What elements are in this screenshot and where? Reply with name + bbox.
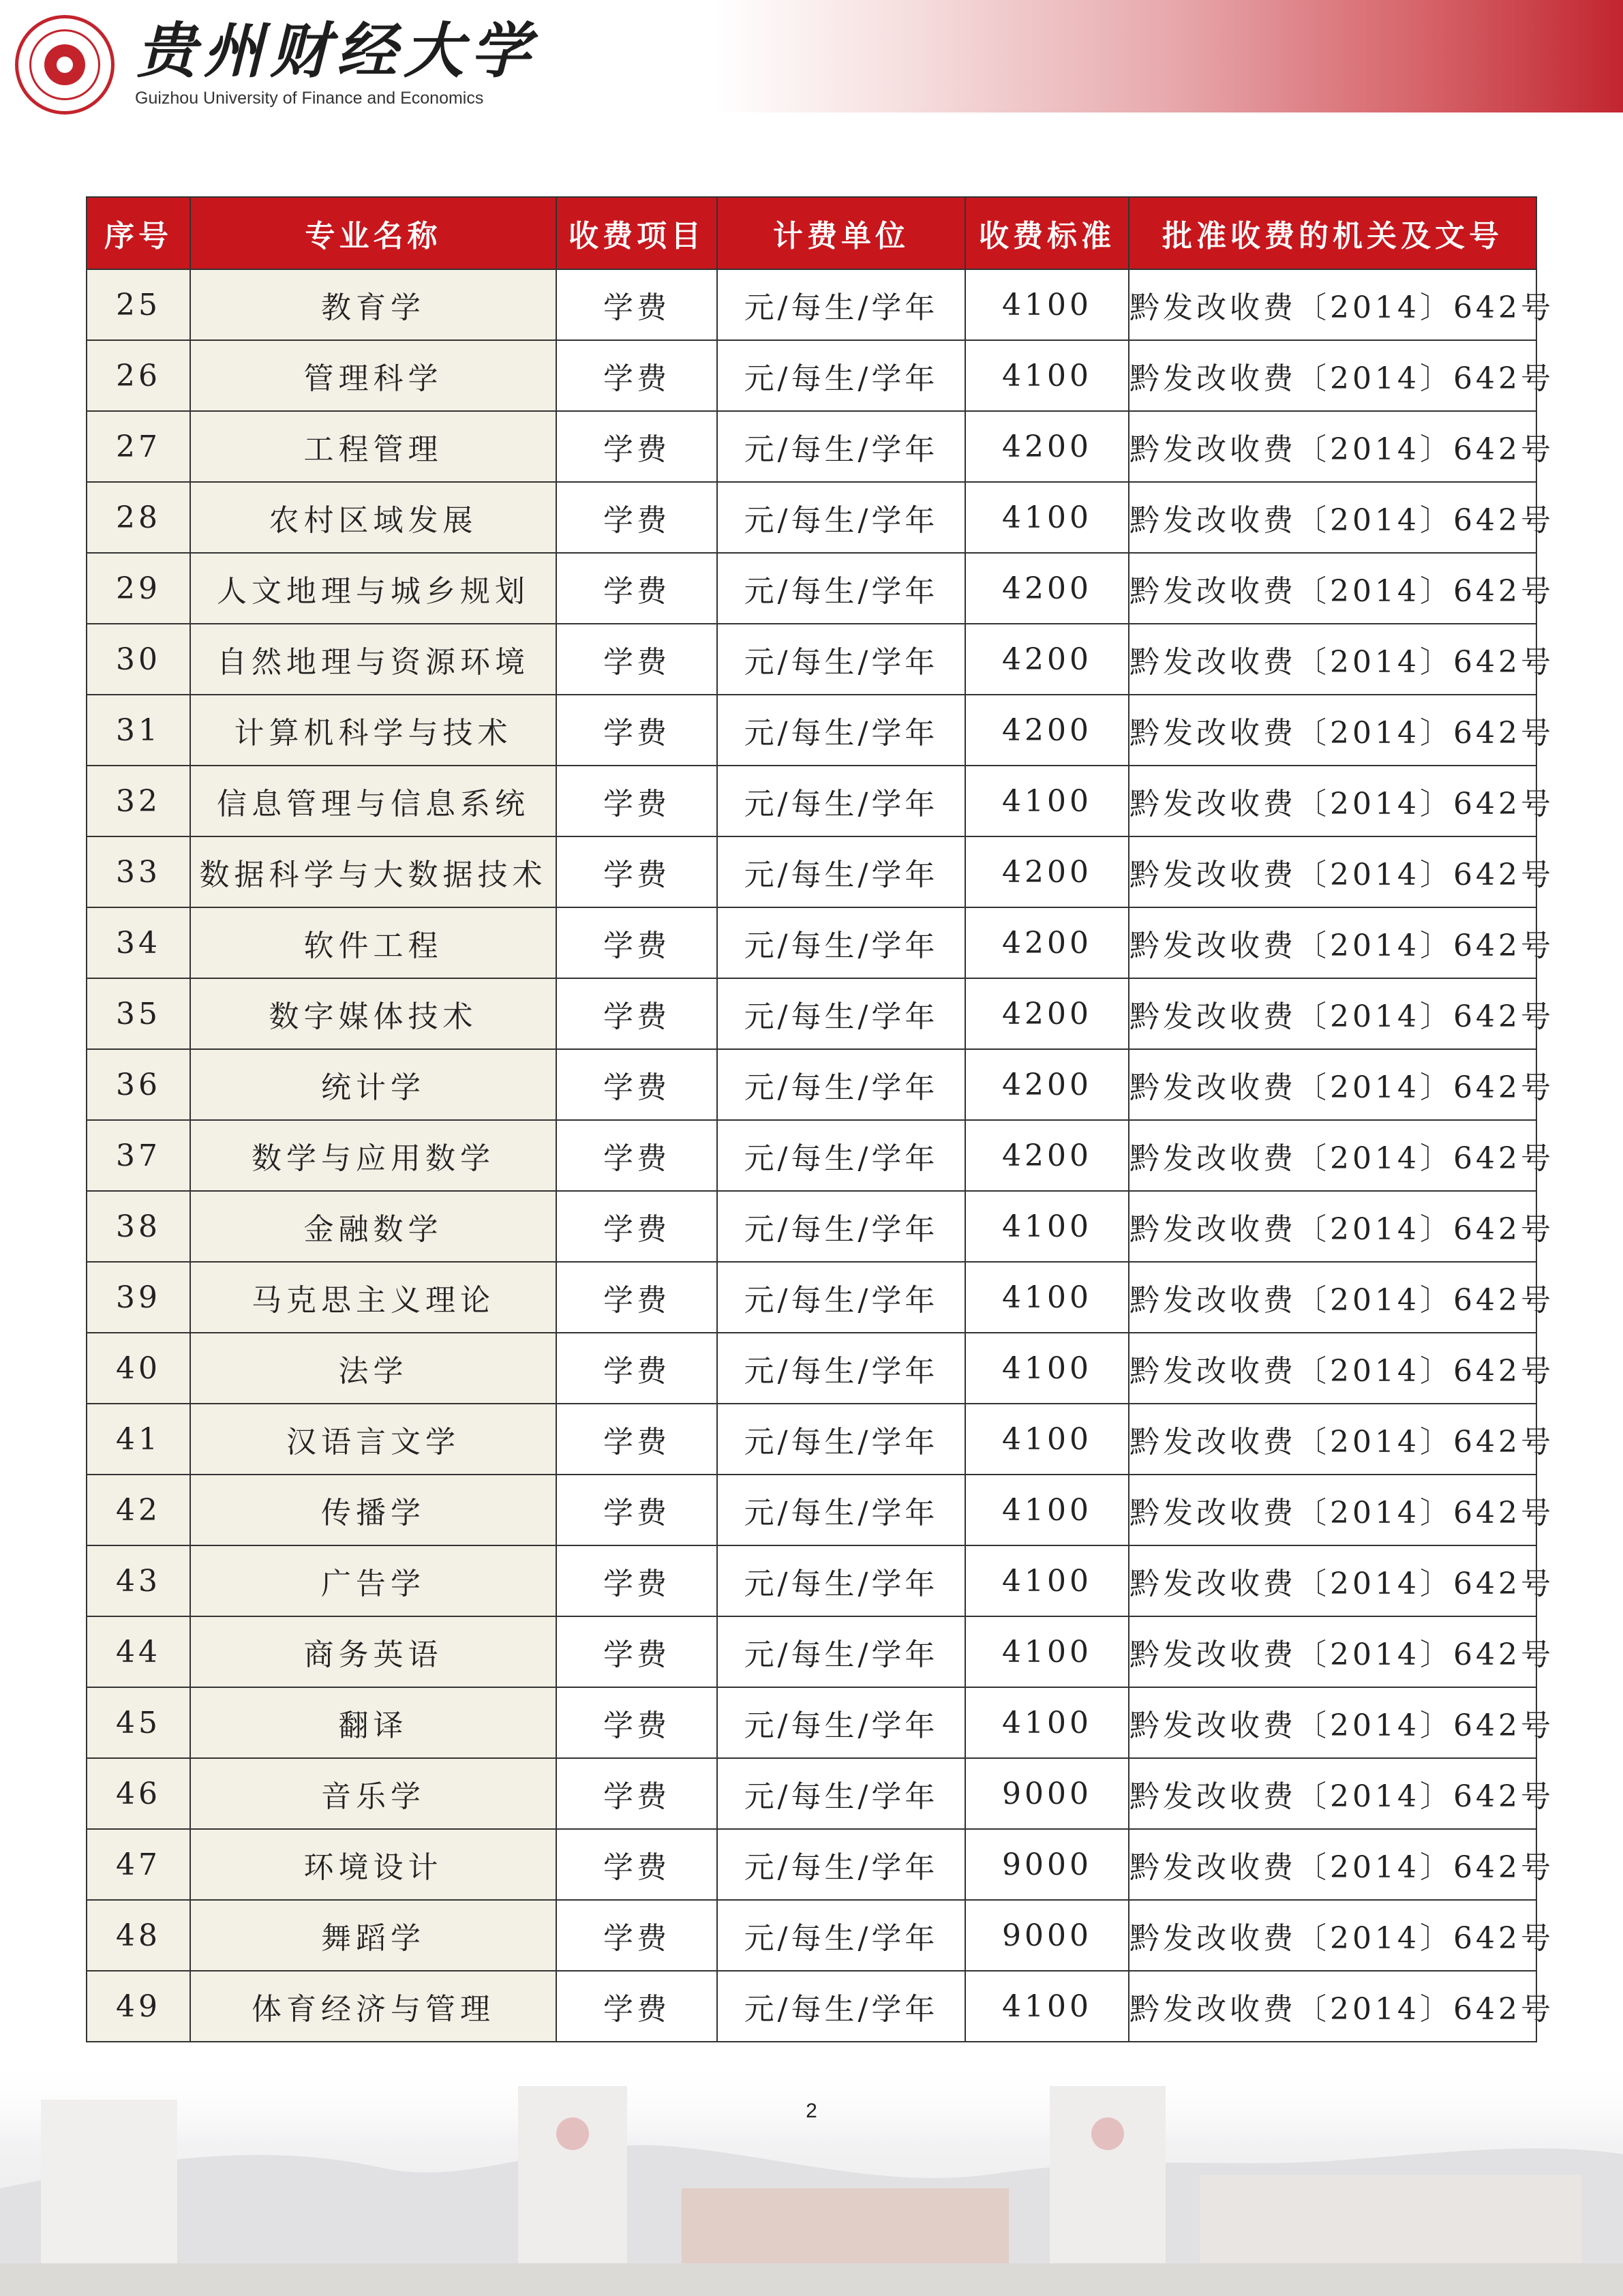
cell-no: 25 [87, 269, 190, 340]
cell-approval: 黔发改收费〔2014〕642号 [1129, 1758, 1536, 1829]
cell-item: 学费 [556, 695, 717, 766]
cell-approval: 黔发改收费〔2014〕642号 [1129, 1475, 1536, 1545]
cell-item: 学费 [556, 1971, 717, 2042]
cell-no: 27 [87, 411, 190, 482]
table-row [87, 1829, 1536, 1900]
table-row [87, 1120, 1536, 1191]
cell-unit: 元/每生/学年 [717, 1404, 965, 1475]
cell-fee: 4100 [965, 1333, 1129, 1404]
cell-no: 39 [87, 1262, 190, 1333]
cell-major: 教育学 [190, 269, 556, 340]
cell-item: 学费 [556, 1404, 717, 1475]
cell-unit: 元/每生/学年 [717, 836, 965, 907]
header-col-major: 专业名称 [190, 197, 556, 269]
cell-no: 28 [87, 482, 190, 553]
cell-no: 35 [87, 978, 190, 1049]
table-row [87, 1545, 1536, 1616]
cell-approval: 黔发改收费〔2014〕642号 [1129, 1971, 1536, 2042]
cell-item: 学费 [556, 1829, 717, 1900]
cell-major: 人文地理与城乡规划 [190, 553, 556, 624]
table-row [87, 1262, 1536, 1333]
cell-approval: 黔发改收费〔2014〕642号 [1129, 340, 1536, 411]
cell-fee: 4200 [965, 411, 1129, 482]
cell-approval: 黔发改收费〔2014〕642号 [1129, 1687, 1536, 1758]
cell-no: 44 [87, 1616, 190, 1687]
cell-fee: 4100 [965, 766, 1129, 836]
table-row [87, 978, 1536, 1049]
cell-no: 43 [87, 1545, 190, 1616]
cell-item: 学费 [556, 482, 717, 553]
table-row [87, 695, 1536, 766]
cell-item: 学费 [556, 836, 717, 907]
cell-approval: 黔发改收费〔2014〕642号 [1129, 1333, 1536, 1404]
table-row [87, 553, 1536, 624]
header-col-unit: 计费单位 [717, 197, 965, 269]
cell-fee: 9000 [965, 1758, 1129, 1829]
university-name-cn: 贵州财经大学 [136, 15, 538, 86]
cell-unit: 元/每生/学年 [717, 411, 965, 482]
cell-no: 42 [87, 1475, 190, 1545]
table-row [87, 340, 1536, 411]
cell-unit: 元/每生/学年 [717, 1475, 965, 1545]
table-row [87, 1404, 1536, 1475]
cell-major: 数字媒体技术 [190, 978, 556, 1049]
cell-no: 48 [87, 1900, 190, 1971]
cell-major: 软件工程 [190, 907, 556, 978]
cell-item: 学费 [556, 978, 717, 1049]
cell-fee: 4100 [965, 1191, 1129, 1262]
campus-background-image [0, 2059, 1623, 2296]
table-row [87, 907, 1536, 978]
cell-no: 46 [87, 1758, 190, 1829]
cell-major: 传播学 [190, 1475, 556, 1545]
cell-unit: 元/每生/学年 [717, 269, 965, 340]
cell-fee: 4200 [965, 1049, 1129, 1120]
cell-fee: 9000 [965, 1829, 1129, 1900]
cell-unit: 元/每生/学年 [717, 1191, 965, 1262]
cell-major: 马克思主义理论 [190, 1262, 556, 1333]
cell-no: 34 [87, 907, 190, 978]
table-row [87, 269, 1536, 340]
tuition-fee-table [86, 196, 1554, 2042]
cell-major: 数学与应用数学 [190, 1120, 556, 1191]
cell-unit: 元/每生/学年 [717, 907, 965, 978]
table-row [87, 1191, 1536, 1262]
table-row [87, 1616, 1536, 1687]
table-body [87, 269, 1554, 2042]
table-row [87, 482, 1536, 553]
header-col-fee: 收费标准 [965, 197, 1129, 269]
university-name-en: Guizhou University of Finance and Economics [135, 89, 484, 108]
table-row [87, 1333, 1536, 1404]
table-row [87, 1900, 1536, 1971]
cell-fee: 4200 [965, 1120, 1129, 1191]
cell-unit: 元/每生/学年 [717, 553, 965, 624]
cell-unit: 元/每生/学年 [717, 1758, 965, 1829]
cell-fee: 4100 [965, 269, 1129, 340]
page-number: 2 [806, 2100, 817, 2122]
cell-fee: 4100 [965, 1545, 1129, 1616]
table-row [87, 836, 1536, 907]
cell-approval: 黔发改收费〔2014〕642号 [1129, 1616, 1536, 1687]
cell-unit: 元/每生/学年 [717, 1687, 965, 1758]
cell-major: 统计学 [190, 1049, 556, 1120]
cell-approval: 黔发改收费〔2014〕642号 [1129, 766, 1536, 836]
cell-no: 49 [87, 1971, 190, 2042]
cell-unit: 元/每生/学年 [717, 624, 965, 695]
table-row [87, 411, 1536, 482]
header-col-no: 序号 [87, 197, 190, 269]
cell-unit: 元/每生/学年 [717, 1545, 965, 1616]
cell-unit: 元/每生/学年 [717, 1262, 965, 1333]
cell-approval: 黔发改收费〔2014〕642号 [1129, 1191, 1536, 1262]
cell-major: 数据科学与大数据技术 [190, 836, 556, 907]
cell-item: 学费 [556, 1262, 717, 1333]
cell-major: 体育经济与管理 [190, 1971, 556, 2042]
cell-item: 学费 [556, 1475, 717, 1545]
cell-major: 汉语言文学 [190, 1404, 556, 1475]
cell-item: 学费 [556, 1191, 717, 1262]
university-seal-logo [15, 15, 115, 115]
cell-approval: 黔发改收费〔2014〕642号 [1129, 1120, 1536, 1191]
cell-unit: 元/每生/学年 [717, 1120, 965, 1191]
table-row [87, 1758, 1536, 1829]
cell-unit: 元/每生/学年 [717, 340, 965, 411]
cell-no: 32 [87, 766, 190, 836]
cell-unit: 元/每生/学年 [717, 1829, 965, 1900]
cell-item: 学费 [556, 1120, 717, 1191]
cell-fee: 4200 [965, 695, 1129, 766]
table-row [87, 1049, 1536, 1120]
cell-no: 30 [87, 624, 190, 695]
cell-approval: 黔发改收费〔2014〕642号 [1129, 411, 1536, 482]
cell-unit: 元/每生/学年 [717, 978, 965, 1049]
cell-approval: 黔发改收费〔2014〕642号 [1129, 695, 1536, 766]
cell-unit: 元/每生/学年 [717, 695, 965, 766]
cell-unit: 元/每生/学年 [717, 482, 965, 553]
cell-approval: 黔发改收费〔2014〕642号 [1129, 836, 1536, 907]
cell-fee: 4100 [965, 1475, 1129, 1545]
cell-major: 翻译 [190, 1687, 556, 1758]
cell-fee: 4200 [965, 836, 1129, 907]
cell-approval: 黔发改收费〔2014〕642号 [1129, 1049, 1536, 1120]
cell-unit: 元/每生/学年 [717, 1616, 965, 1687]
cell-major: 舞蹈学 [190, 1900, 556, 1971]
cell-no: 31 [87, 695, 190, 766]
cell-item: 学费 [556, 1333, 717, 1404]
cell-item: 学费 [556, 1900, 717, 1971]
cell-major: 音乐学 [190, 1758, 556, 1829]
seal-core [44, 44, 85, 85]
cell-fee: 4100 [965, 1616, 1129, 1687]
cell-approval: 黔发改收费〔2014〕642号 [1129, 907, 1536, 978]
cell-major: 金融数学 [190, 1191, 556, 1262]
cell-approval: 黔发改收费〔2014〕642号 [1129, 1404, 1536, 1475]
cell-approval: 黔发改收费〔2014〕642号 [1129, 1262, 1536, 1333]
cell-item: 学费 [556, 1616, 717, 1687]
cell-fee: 4200 [965, 907, 1129, 978]
cell-unit: 元/每生/学年 [717, 1333, 965, 1404]
cell-fee: 4100 [965, 1262, 1129, 1333]
cell-no: 38 [87, 1191, 190, 1262]
table-row [87, 624, 1536, 695]
cell-unit: 元/每生/学年 [717, 766, 965, 836]
cell-item: 学费 [556, 1758, 717, 1829]
header-col-approval: 批准收费的机关及文号 [1129, 197, 1536, 269]
table-row [87, 1971, 1536, 2042]
table-header-row [87, 197, 1536, 269]
cell-item: 学费 [556, 1545, 717, 1616]
cell-no: 47 [87, 1829, 190, 1900]
cell-no: 37 [87, 1120, 190, 1191]
cell-unit: 元/每生/学年 [717, 1971, 965, 2042]
cell-approval: 黔发改收费〔2014〕642号 [1129, 269, 1536, 340]
cell-no: 26 [87, 340, 190, 411]
cell-fee: 4200 [965, 553, 1129, 624]
cell-fee: 9000 [965, 1900, 1129, 1971]
cell-approval: 黔发改收费〔2014〕642号 [1129, 553, 1536, 624]
cell-fee: 4100 [965, 340, 1129, 411]
cell-no: 33 [87, 836, 190, 907]
cell-no: 29 [87, 553, 190, 624]
cell-no: 36 [87, 1049, 190, 1120]
cell-item: 学费 [556, 269, 717, 340]
cell-no: 41 [87, 1404, 190, 1475]
cell-item: 学费 [556, 340, 717, 411]
cell-item: 学费 [556, 1687, 717, 1758]
cell-approval: 黔发改收费〔2014〕642号 [1129, 482, 1536, 553]
cell-major: 信息管理与信息系统 [190, 766, 556, 836]
cell-fee: 4100 [965, 1404, 1129, 1475]
cell-fee: 4200 [965, 624, 1129, 695]
cell-item: 学费 [556, 411, 717, 482]
table-row [87, 766, 1536, 836]
cell-item: 学费 [556, 624, 717, 695]
cell-approval: 黔发改收费〔2014〕642号 [1129, 1829, 1536, 1900]
cell-major: 环境设计 [190, 1829, 556, 1900]
cell-approval: 黔发改收费〔2014〕642号 [1129, 978, 1536, 1049]
page-header [0, 0, 1623, 112]
cell-major: 农村区域发展 [190, 482, 556, 553]
cell-item: 学费 [556, 553, 717, 624]
cell-fee: 4100 [965, 1971, 1129, 2042]
cell-unit: 元/每生/学年 [717, 1049, 965, 1120]
cell-unit: 元/每生/学年 [717, 1900, 965, 1971]
table-header [87, 197, 1536, 269]
cell-approval: 黔发改收费〔2014〕642号 [1129, 1900, 1536, 1971]
cell-no: 40 [87, 1333, 190, 1404]
cell-item: 学费 [556, 907, 717, 978]
table-row [87, 1687, 1536, 1758]
cell-item: 学费 [556, 766, 717, 836]
cell-major: 法学 [190, 1333, 556, 1404]
cell-fee: 4100 [965, 1687, 1129, 1758]
cell-approval: 黔发改收费〔2014〕642号 [1129, 1545, 1536, 1616]
cell-major: 管理科学 [190, 340, 556, 411]
cell-approval: 黔发改收费〔2014〕642号 [1129, 624, 1536, 695]
cell-major: 计算机科学与技术 [190, 695, 556, 766]
cell-no: 45 [87, 1687, 190, 1758]
cell-fee: 4100 [965, 482, 1129, 553]
cell-item: 学费 [556, 1049, 717, 1120]
cell-major: 商务英语 [190, 1616, 556, 1687]
table-row [87, 1475, 1536, 1545]
cell-fee: 4200 [965, 978, 1129, 1049]
cell-major: 工程管理 [190, 411, 556, 482]
cell-major: 广告学 [190, 1545, 556, 1616]
header-col-item: 收费项目 [556, 197, 717, 269]
cell-major: 自然地理与资源环境 [190, 624, 556, 695]
